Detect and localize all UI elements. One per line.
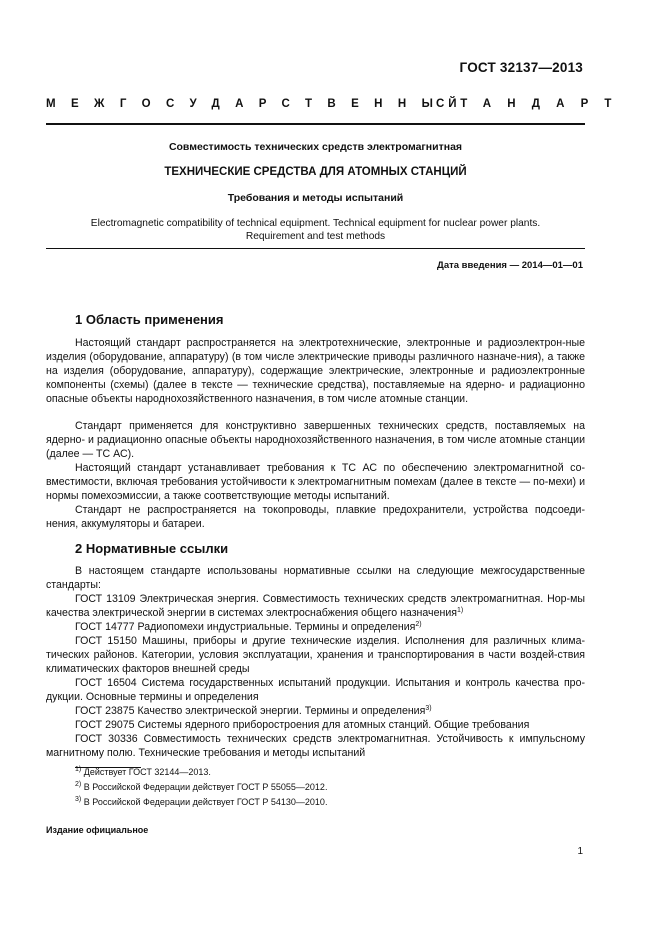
english-title-line2: Requirement and test methods [245, 231, 386, 242]
english-title-line1: Electromagnetic compatibility of technical equipment. Technical equipment for nuclear power plants. [90, 218, 541, 229]
title-line3: Требования и методы испытаний [227, 192, 404, 204]
standard-type-word2: СТАНДАРТ [436, 98, 628, 110]
gost-number: ГОСТ 32137—2013 [459, 60, 583, 75]
reference-item: ГОСТ 14777 Радиопомехи индустриальные. Термины и определения$^{2)}$ [75, 621, 422, 633]
section2-heading: 2 Нормативные ссылки [75, 541, 229, 556]
introduction-date: Дата введения — 2014—01—01 [437, 260, 583, 271]
footnote-ref-3[interactable]: 3) [425, 705, 432, 712]
footnote-ref-1[interactable]: 1) [456, 606, 464, 614]
section1-heading: 1 Область применения [75, 312, 224, 327]
footnote-3: $^{3)}$ В Российской Федерации действует ГОСТ Р 54130—2010. [75, 796, 328, 807]
section1-paragraph-4: Стандарт не распространяется на токопроводы, плавкие предохранители, устройства подсоеди-нения, аккумуляторы и батареи. [46, 504, 585, 530]
reference-item: ГОСТ 23875 Качество электрической энергии. Термины и определения$^{3)}$ [75, 705, 432, 717]
section2-intro: В настоящем стандарте использованы нормативные ссылки на следующие межгосударственные стандарты: [46, 565, 585, 591]
footnote-2: $^{2)}$ В Российской Федерации действует ГОСТ Р 55055—2012. [75, 781, 328, 792]
official-edition-label: Издание официальное [46, 825, 149, 835]
footnote-ref-2[interactable]: 2) [415, 621, 422, 628]
title-line2: ТЕХНИЧЕСКИЕ СРЕДСТВА ДЛЯ АТОМНЫХ СТАНЦИЙ [164, 166, 467, 178]
section1-paragraph-3: Настоящий стандарт устанавливает требования к ТС АС по обеспечению электромагнитной со-вместимости, включая требования устойчивости к электромагнитным помехам (далее в тексте — по-мехи) и нормы помехоэмиссии, а также соответствующие методы испытаний. [46, 462, 585, 502]
reference-item: ГОСТ 30336 Совместимость технических средств электромагнитная. Устойчивость к импульсному магнитному полю. Технические требования и методы испытаний [46, 733, 585, 759]
header-rule [46, 123, 585, 125]
reference-item: ГОСТ 15150 Машины, приборы и другие технические изделия. Исполнения для различных клима-тических районов. Категории, условия эксплуатации, хранения и транспортирования в части воздей-ствия климатических факторов внешней среды [46, 635, 585, 675]
page-number: 1 [577, 846, 583, 857]
section1-paragraph-2: Стандарт применяется для конструктивно завершенных технических средств, поставляемых на ядерно- и радиационно опасные объекты народнохозяйственного назначения, в том числе атомные станции (далее — ТС АС). [46, 420, 585, 460]
footnote-1: $^{1)}$ Действует ГОСТ 32144—2013. [75, 766, 211, 777]
section1-paragraph-1: Настоящий стандарт распространяется на электротехнические, электронные и радиоэлектрон-ные изделия (оборудование, аппаратуру) (в том числе электрические приводы различного назначе-ния), а также на изделия (оборудование, аппаратуру), содержащие электрические, электронные и радиоэлектронные компоненты (схемы) (далее в тексте — технические средства), поставляемые на ядерно- и радиационно опасные объекты народнохозяйственного назначения, в том числе атомные станции. [46, 337, 585, 405]
title-line1: Совместимость технических средств электромагнитная [168, 141, 463, 153]
reference-item: ГОСТ 29075 Системы ядерного приборостроения для атомных станций. Общие требования [75, 719, 530, 731]
standard-type-word1: МЕЖГОСУДАРСТВЕННЫЙ [46, 98, 472, 110]
english-title [46, 217, 585, 243]
reference-item: ГОСТ 16504 Система государственных испытаний продукции. Испытания и контроль качества про-дукции. Основные термины и определения [46, 677, 585, 703]
reference-item: ГОСТ 13109 Электрическая энергия. Совместимость технических средств электромагнитная. Нор-мы качества электрической энергии в системах электроснабжения общего назначения$^{1)}$ [46, 593, 585, 619]
title-rule [46, 248, 585, 249]
standard-type-heading [46, 98, 628, 110]
